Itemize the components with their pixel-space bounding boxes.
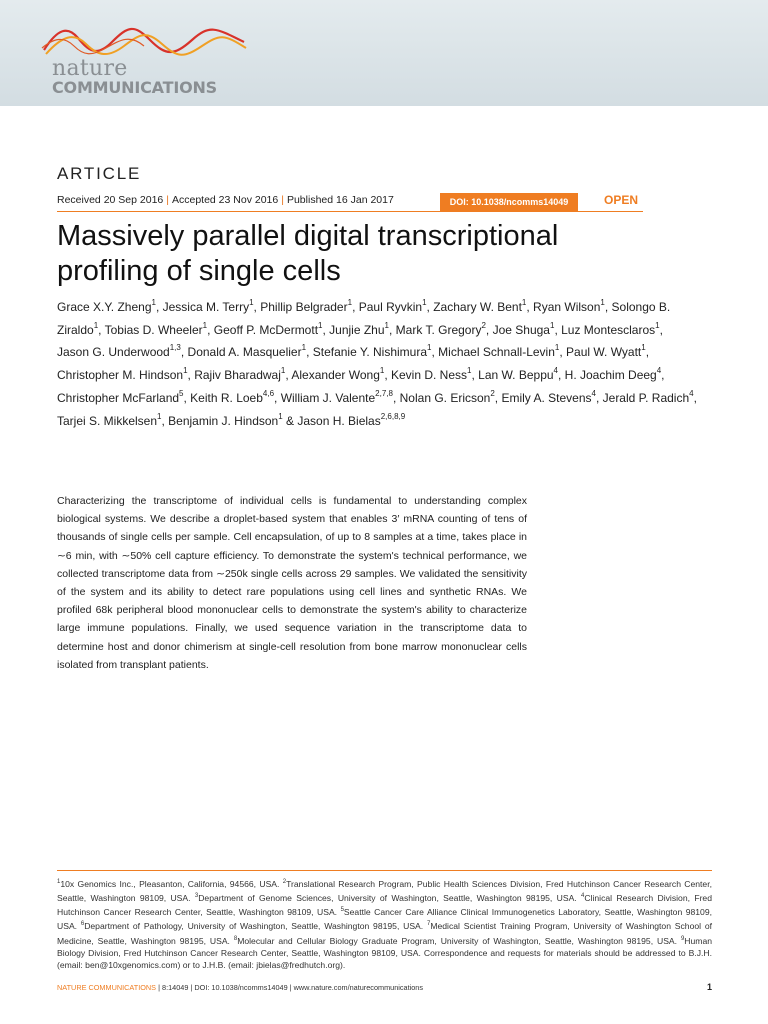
author-separator: , <box>693 390 697 405</box>
author-separator: , <box>485 322 493 337</box>
received-date: Received 20 Sep 2016 <box>57 194 164 206</box>
affiliation-text: Clinical Research Division, Fred Hutchinson Cancer Research Center, Seattle, Washington 98109, USA. <box>57 893 712 918</box>
author-name: Stefanie Y. Nishimura <box>312 345 428 360</box>
author[interactable] <box>188 345 307 359</box>
affiliation-number: 6 <box>80 921 85 928</box>
author[interactable] <box>433 300 526 314</box>
author-affiliation-marker: 1 <box>301 343 307 353</box>
author-separator: , <box>426 300 434 314</box>
author-affiliation-marker: 5 <box>179 388 184 398</box>
author-separator: , <box>388 322 396 337</box>
author[interactable] <box>57 411 162 428</box>
author-separator: & <box>282 413 298 428</box>
logo-word-communications: COMMUNICATIONS <box>52 78 217 97</box>
author-affiliation-marker: 1 <box>93 320 99 330</box>
author-name: Junjie Zhu <box>329 322 385 337</box>
author-affiliation-marker: 1 <box>655 320 660 330</box>
author-separator: , <box>471 368 479 383</box>
author[interactable] <box>57 368 188 382</box>
author[interactable] <box>190 388 275 405</box>
correspondence-note: Correspondence and requests for materials should be addressed to B.J.H. (email: ben@10xgenomics.com) or to J.H.B. (email: jbielas@fredhutch.org). <box>57 947 712 971</box>
author-affiliation-marker: 2,7,8 <box>375 388 393 398</box>
author-affiliation-marker: 4 <box>689 388 694 398</box>
author[interactable] <box>492 320 555 337</box>
author-name: Benjamin J. Hindson <box>168 413 279 428</box>
author[interactable] <box>533 300 605 314</box>
author-affiliation-marker: 1 <box>521 298 527 307</box>
author-affiliation-marker: 1 <box>641 343 646 353</box>
affiliation-text: Molecular and Cellular Biology Graduate Program, University of Washington, Seattle, Washington 98195, USA. <box>237 935 681 946</box>
author[interactable] <box>57 300 156 314</box>
author-name: Geoff P. McDermott <box>213 322 319 337</box>
affiliation-text: Translational Research Program, Public Health Sciences Division, Fred Hutchinson Cancer Research Center, Seattle, Washington 98109, USA. <box>57 878 712 904</box>
footer-url[interactable]: www.nature.com/naturecommunications <box>293 983 424 992</box>
author-separator: , <box>645 345 650 360</box>
author[interactable] <box>260 300 352 314</box>
author-affiliation-marker: 1 <box>318 320 323 330</box>
author-affiliation-marker: 1,3 <box>169 343 181 353</box>
author-separator: , <box>180 345 188 360</box>
published-date: Published 16 Jan 2017 <box>286 194 394 206</box>
author[interactable] <box>564 366 665 383</box>
date-separator: | <box>166 194 169 206</box>
author-affiliation-marker: 1 <box>278 411 283 421</box>
author-name: Zachary W. Bent <box>433 300 522 314</box>
affiliations <box>57 876 712 971</box>
accepted-date: Accepted 23 Nov 2016 <box>171 194 279 206</box>
author-affiliation-marker: 1 <box>549 320 555 330</box>
author-name: Christopher M. Hindson <box>57 368 184 383</box>
author[interactable] <box>391 368 471 382</box>
footer-separator: | <box>158 983 160 992</box>
author-separator: , <box>384 368 391 383</box>
author-affiliation-marker: 4 <box>656 366 662 376</box>
author-name: Rajiv Bharadwaj <box>194 368 281 383</box>
author-separator: , <box>604 300 612 314</box>
logo-word-nature: nature <box>52 56 128 81</box>
author[interactable] <box>561 320 660 337</box>
article-type-label: ARTICLE <box>57 164 142 183</box>
author-name: Christopher McFarland <box>57 390 180 405</box>
author-separator: , <box>285 368 292 383</box>
author-separator: , <box>352 300 359 314</box>
author-affiliation-marker: 2,6,8,9 <box>380 411 406 421</box>
author-name: H. Joachim Deeg <box>564 368 657 383</box>
author[interactable] <box>478 368 558 382</box>
author-separator: , <box>274 390 281 405</box>
footer-journal-name[interactable]: NATURE COMMUNICATIONS <box>57 983 157 992</box>
author-name: Tarjei S. Mikkelsen <box>57 413 158 428</box>
open-access-badge: OPEN <box>604 193 639 207</box>
author[interactable] <box>359 300 427 314</box>
author[interactable] <box>566 345 646 359</box>
title-line: Massively parallel digital transcriptional <box>57 220 559 252</box>
author-affiliation-marker: 4 <box>553 366 558 376</box>
author-separator: , <box>187 368 195 383</box>
author[interactable] <box>57 388 184 405</box>
abstract: Characterizing the transcriptome of individual cells is fundamental to understanding complex biological systems. We describe a droplet-based system that enables 3′ mRNA counting of tens of thousands of single cells per sample. Cell encapsulation, of up to 8 samples at a time, takes place in ∼6 min, with ∼50% cell capture efficiency. To demonstrate the system's technical performance, we collected transcriptome data from ∼250k single cells across 29 samples. We validated the sensitivity of the system and its ability to detect rare populations using cell lines and synthetic RNAs. We profiled 68k peripheral blood mononuclear cells to demonstrate the system's ability to characterize large immune populations. Finally, we used sequence variation in the transcriptome data to determine host and donor chimerism at single-cell resolution from bone marrow mononuclear cells isolated from transplant patients. <box>57 495 527 671</box>
author[interactable] <box>313 345 432 359</box>
affiliation-number: 5 <box>340 907 344 914</box>
author-name: William J. Valente <box>280 390 376 405</box>
affiliation-text: Human Biology Division, Fred Hutchinson Cancer Research Center, Seattle, Washington 98109, USA. <box>57 935 712 958</box>
author[interactable] <box>399 388 495 405</box>
author-name: Nolan G. Ericson <box>399 390 491 405</box>
title-line: profiling of single cells <box>57 255 341 287</box>
author-name: Kevin D. Ness <box>391 368 468 383</box>
author-affiliation-marker: 1 <box>384 320 389 330</box>
affiliation-number: 8 <box>233 935 238 942</box>
author-affiliation-marker: 1 <box>151 298 156 307</box>
author-name: Solongo B. Ziraldo <box>57 300 671 337</box>
affiliation-number: 1 <box>57 879 61 885</box>
author-separator: , <box>155 300 163 314</box>
author-separator: , <box>554 322 562 337</box>
author[interactable] <box>602 388 694 405</box>
author-separator: , <box>559 345 567 360</box>
author-separator: , <box>431 345 439 360</box>
author[interactable] <box>57 345 181 359</box>
author-affiliation-marker: 2 <box>490 388 495 398</box>
author-name: Ryan Wilson <box>533 300 601 314</box>
affiliation-number: 4 <box>581 893 585 900</box>
author[interactable] <box>194 368 285 382</box>
author-name: Keith R. Loeb <box>190 390 263 405</box>
author-separator: , <box>526 300 534 314</box>
author-affiliation-marker: 1 <box>379 366 385 376</box>
author-separator: , <box>183 390 191 405</box>
author-separator: , <box>322 322 330 337</box>
author-affiliation-marker: 4 <box>591 388 596 398</box>
author-name: Mark T. Gregory <box>395 322 482 337</box>
author-affiliation-marker: 4,6 <box>262 388 275 398</box>
publication-dates <box>57 194 394 206</box>
author[interactable] <box>501 388 596 405</box>
page-number: 1 <box>706 982 712 992</box>
author-name: Michael Schnall-Levin <box>438 345 555 360</box>
author-name: Jessica M. Terry <box>162 300 250 314</box>
author-affiliation-marker: 1 <box>467 366 472 376</box>
author-separator: , <box>306 345 313 360</box>
author-name: Paul Ryvkin <box>358 300 423 314</box>
author-separator: , <box>207 322 214 337</box>
author-name: Lan W. Beppu <box>478 368 554 383</box>
author-separator: , <box>161 413 169 428</box>
author-affiliation-marker: 1 <box>249 298 254 307</box>
author-list <box>57 296 697 432</box>
author[interactable] <box>395 320 486 337</box>
author-name: Emily A. Stevens <box>501 390 592 405</box>
author-separator: , <box>392 390 400 405</box>
date-separator: | <box>281 194 284 206</box>
author-affiliation-marker: 1 <box>280 366 286 376</box>
affiliation-number: 9 <box>680 935 685 942</box>
affiliation-number: 7 <box>426 921 431 928</box>
author-name: Jerald P. Radich <box>602 390 690 405</box>
footer-citation: 8:14049 <box>162 983 189 992</box>
author[interactable] <box>104 320 208 337</box>
author-name: Tobias D. Wheeler <box>104 322 203 337</box>
author[interactable] <box>329 320 389 337</box>
author-name: Alexander Wong <box>291 368 380 383</box>
author-affiliation-marker: 1 <box>427 343 432 353</box>
affiliation-text: Department of Genome Sciences, University of Washington, Seattle, Washington 98195, USA. <box>198 893 582 904</box>
affiliations-divider <box>57 870 712 871</box>
nature-communications-logo[interactable] <box>34 18 254 100</box>
header-divider <box>57 211 643 212</box>
author[interactable] <box>168 411 283 428</box>
author-affiliation-marker: 1 <box>347 298 353 307</box>
author-separator: , <box>98 322 105 337</box>
author-affiliation-marker: 1 <box>183 366 188 376</box>
author-separator: , <box>659 322 663 337</box>
author-affiliation-marker: 1 <box>202 320 208 330</box>
author-separator: , <box>661 368 665 383</box>
affiliation-text: Seattle Cancer Care Alliance Clinical Immunogenetics Laboratory, Seattle, Washington 98109, USA. <box>57 907 712 932</box>
author-name: Jason H. Bielas <box>297 413 381 428</box>
author-affiliation-marker: 1 <box>422 298 427 307</box>
author[interactable] <box>291 368 384 382</box>
author-name: Paul W. Wyatt <box>566 345 642 360</box>
author-name: Donald A. Masquelier <box>187 345 302 360</box>
author-affiliation-marker: 1 <box>600 298 605 307</box>
author[interactable] <box>163 300 254 314</box>
author-name: Grace X.Y. Zheng <box>57 300 152 314</box>
author[interactable] <box>438 345 559 359</box>
author-separator: , <box>595 390 603 405</box>
affiliation-text: Department of Pathology, University of Washington, Seattle, Washington 98195, USA. <box>84 921 427 932</box>
page-footer <box>57 983 712 992</box>
affiliation-text: 10x Genomics Inc., Pleasanton, California, 94566, USA. <box>60 878 283 889</box>
footer-separator: | <box>289 983 292 992</box>
affiliation-number: 3 <box>194 893 199 900</box>
footer-doi[interactable]: DOI: 10.1038/ncomms14049 <box>194 983 288 992</box>
affiliation-text: Medical Scientist Training Program, University of Washington School of Medicine, Seattle, Washington 98195, USA. <box>57 921 712 946</box>
author-affiliation-marker: 2 <box>481 320 486 330</box>
journal-header <box>0 0 768 106</box>
author[interactable] <box>280 388 393 405</box>
author-affiliation-marker: 1 <box>157 411 162 421</box>
article-title <box>57 219 657 289</box>
author-separator: , <box>558 368 565 383</box>
author-name: Jason G. Underwood <box>57 345 170 360</box>
author-name: Joe Shuga <box>492 322 550 337</box>
author[interactable] <box>297 411 406 428</box>
affiliation-number: 2 <box>282 879 287 885</box>
author-name: Phillip Belgrader <box>260 300 348 314</box>
author-separator: , <box>253 300 261 314</box>
author[interactable] <box>213 320 323 337</box>
author-name: Luz Montesclaros <box>561 322 656 337</box>
footer-separator: | <box>190 983 193 992</box>
doi-badge[interactable]: DOI: 10.1038/ncomms14049 <box>440 193 578 211</box>
author-separator: , <box>494 390 502 405</box>
author-affiliation-marker: 1 <box>554 343 560 353</box>
